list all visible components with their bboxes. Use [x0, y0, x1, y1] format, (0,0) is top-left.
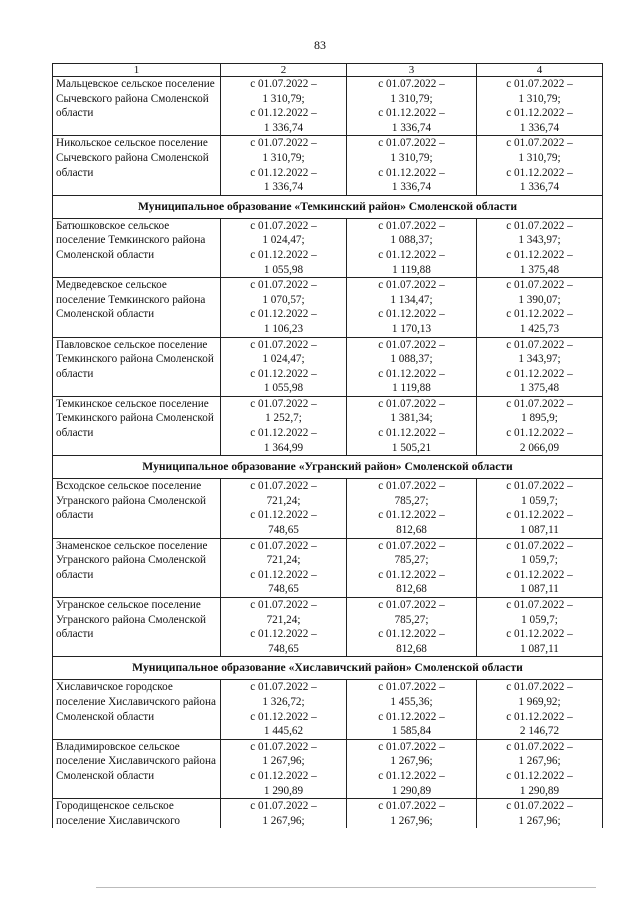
tariff-value: 1 375,48	[519, 263, 560, 276]
tariff-value: 1 326,72;	[262, 695, 305, 708]
tariff-date: с 01.07.2022 –	[378, 599, 445, 611]
tariff-value: 1 381,34;	[390, 412, 433, 425]
settlement-name: Мальцевское сельское поселение Сычевского района Смоленской области	[53, 77, 221, 136]
tariff-value: 1 088,37;	[390, 234, 433, 247]
tariff-cell-col-3	[347, 680, 477, 739]
tariff-cell-col-4	[477, 136, 603, 195]
tariff-value: 785,27;	[394, 494, 429, 507]
tariff-date: с 01.12.2022 –	[378, 628, 445, 641]
tariff-cell-col-3	[347, 218, 477, 277]
section-title: Муниципальное образование «Угранский район» Смоленской области	[53, 456, 603, 479]
tariff-value: 748,65	[268, 642, 299, 655]
tariff-date: с 01.07.2022 –	[506, 78, 573, 90]
tariff-cell-col-3	[347, 598, 477, 657]
column-header-2: 2	[221, 64, 347, 77]
tariff-value: 2 066,09	[519, 441, 560, 454]
table-row	[53, 77, 603, 136]
table-row	[53, 337, 603, 396]
tariff-date: с 01.07.2022 –	[506, 800, 573, 813]
tariff-value: 1 055,98	[263, 263, 304, 276]
tariff-date: с 01.07.2022 –	[506, 681, 573, 694]
tariff-date: с 01.07.2022 –	[250, 681, 317, 694]
settlement-name: Городищенское сельское поселение Хиславичского	[53, 799, 221, 829]
tariff-cell-col-4	[477, 598, 603, 657]
tariff-cell-col-2	[221, 598, 347, 657]
tariff-date: с 01.07.2022 –	[378, 539, 445, 552]
tariff-value: 1 024,47;	[262, 353, 305, 366]
tariff-value: 1 087,11	[520, 583, 559, 596]
tariff-date: с 01.12.2022 –	[506, 628, 573, 641]
tariff-value: 1 087,11	[520, 642, 559, 655]
tariff-date: с 01.07.2022 –	[250, 219, 317, 232]
table-body	[53, 77, 603, 829]
tariff-date: с 01.07.2022 –	[250, 137, 317, 150]
table-row	[53, 218, 603, 277]
settlement-name: Медведевское сельское поселение Темкинского района Смоленской области	[53, 278, 221, 337]
tariff-cell-col-2	[221, 396, 347, 455]
tariff-value: 1 059,7;	[521, 494, 558, 507]
tariff-date: с 01.12.2022 –	[250, 166, 317, 179]
table-row	[53, 538, 603, 597]
page-number: 83	[314, 38, 326, 52]
tariff-value: 1 267,96;	[518, 814, 561, 827]
tariff-date: с 01.12.2022 –	[250, 248, 317, 261]
tariff-date: с 01.12.2022 –	[250, 509, 317, 522]
tariff-cell-col-3	[347, 136, 477, 195]
tariff-date: с 01.07.2022 –	[250, 78, 317, 90]
tariff-cell-col-4	[477, 538, 603, 597]
tariff-value: 812,68	[396, 583, 427, 596]
tariff-value: 1 290,89	[519, 784, 560, 797]
tariff-value: 1 445,62	[263, 725, 304, 738]
tariff-date: с 01.12.2022 –	[378, 568, 445, 581]
section-title: Муниципальное образование «Хиславичский район» Смоленской области	[53, 657, 603, 680]
tariff-value: 812,68	[396, 524, 427, 537]
tariff-value: 1 969,92;	[518, 695, 561, 708]
tariff-cell-col-2	[221, 479, 347, 538]
tariff-value: 785,27;	[394, 554, 429, 567]
tariff-date: с 01.12.2022 –	[506, 107, 573, 120]
tariff-cell-col-2	[221, 538, 347, 597]
tariff-cell-col-2	[221, 77, 347, 136]
tariff-date: с 01.12.2022 –	[378, 308, 445, 321]
tariff-cell-col-2	[221, 136, 347, 195]
tariff-cell-col-4	[477, 218, 603, 277]
tariff-date: с 01.07.2022 –	[378, 219, 445, 232]
tariff-date: с 01.07.2022 –	[506, 480, 573, 493]
tariff-date: с 01.07.2022 –	[378, 397, 445, 410]
tariff-date: с 01.12.2022 –	[250, 107, 317, 120]
tariff-value: 812,68	[396, 642, 427, 655]
tariff-value: 1 059,7;	[521, 554, 558, 567]
tariff-value: 721,24;	[266, 554, 301, 567]
tariff-cell-col-3	[347, 799, 477, 829]
tariff-value: 1 119,88	[392, 382, 431, 395]
tariff-date: с 01.12.2022 –	[250, 427, 317, 440]
tariff-date: с 01.12.2022 –	[506, 509, 573, 522]
tariff-value: 1 267,96;	[390, 755, 433, 768]
section-row	[53, 456, 603, 479]
settlement-name: Угранское сельское поселение Угранского района Смоленской области	[53, 598, 221, 657]
tariff-date: с 01.07.2022 –	[378, 681, 445, 694]
column-header-1: 1	[53, 64, 221, 77]
tariff-value: 1 119,88	[392, 263, 431, 276]
tariff-value: 1 267,96;	[262, 814, 305, 827]
table-row	[53, 799, 603, 829]
tariff-cell-col-4	[477, 337, 603, 396]
tariff-cell-col-3	[347, 77, 477, 136]
tariff-date: с 01.12.2022 –	[378, 427, 445, 440]
tariff-date: с 01.12.2022 –	[378, 107, 445, 120]
tariff-cell-col-2	[221, 799, 347, 829]
tariff-date: с 01.12.2022 –	[506, 710, 573, 723]
table-row	[53, 479, 603, 538]
tariff-value: 1 336,74	[519, 121, 560, 134]
tariff-value: 1 252,7;	[265, 412, 302, 425]
tariff-value: 1 364,99	[263, 441, 304, 454]
tariff-value: 1 290,89	[391, 784, 432, 797]
tariff-date: с 01.07.2022 –	[378, 800, 445, 813]
tariff-cell-col-2	[221, 218, 347, 277]
tariff-date: с 01.07.2022 –	[506, 539, 573, 552]
tariff-date: с 01.07.2022 –	[506, 338, 573, 351]
tariff-value: 1 055,98	[263, 382, 304, 395]
tariff-value: 1 134,47;	[390, 293, 433, 306]
settlement-name: Владимировское сельское поселение Хиславичского района Смоленской области	[53, 739, 221, 798]
tariff-value: 1 336,74	[391, 181, 432, 194]
tariff-value: 1 310,79;	[518, 92, 561, 105]
tariff-date: с 01.07.2022 –	[378, 338, 445, 351]
tariff-date: с 01.07.2022 –	[250, 539, 317, 552]
tariff-date: с 01.12.2022 –	[250, 367, 317, 380]
tariff-value: 1 375,48	[519, 382, 560, 395]
settlement-name: Никольское сельское поселение Сычевского района Смоленской области	[53, 136, 221, 195]
table-row	[53, 739, 603, 798]
tariff-date: с 01.07.2022 –	[378, 480, 445, 493]
tariff-value: 1 059,7;	[521, 613, 558, 626]
tariff-cell-col-3	[347, 396, 477, 455]
tariff-cell-col-4	[477, 396, 603, 455]
tariff-value: 721,24;	[266, 494, 301, 507]
tariff-date: с 01.12.2022 –	[506, 248, 573, 261]
tariff-date: с 01.12.2022 –	[250, 568, 317, 581]
tariff-cell-col-4	[477, 278, 603, 337]
tariff-value: 1 267,96;	[390, 814, 433, 827]
tariff-date: с 01.07.2022 –	[250, 480, 317, 493]
tariff-date: с 01.07.2022 –	[250, 800, 317, 813]
tariff-date: с 01.12.2022 –	[506, 367, 573, 380]
tariff-value: 785,27;	[394, 613, 429, 626]
tariff-value: 1 088,37;	[390, 353, 433, 366]
tariff-date: с 01.07.2022 –	[506, 279, 573, 292]
tariff-date: с 01.12.2022 –	[506, 308, 573, 321]
tariff-value: 1 336,74	[519, 181, 560, 194]
tariff-value: 1 390,07;	[518, 293, 561, 306]
tariff-value: 1 505,21	[391, 441, 432, 454]
tariff-value: 748,65	[268, 524, 299, 537]
tariff-date: с 01.12.2022 –	[506, 568, 573, 581]
tariff-cell-col-2	[221, 739, 347, 798]
tariff-date: с 01.12.2022 –	[378, 248, 445, 261]
tariff-value: 1 310,79;	[390, 92, 433, 105]
tariff-cell-col-4	[477, 680, 603, 739]
tariff-cell-col-3	[347, 479, 477, 538]
table-row	[53, 396, 603, 455]
tariff-date: с 01.12.2022 –	[378, 509, 445, 522]
tariff-date: с 01.07.2022 –	[378, 78, 445, 90]
section-row	[53, 195, 603, 218]
settlement-name: Павловское сельское поселение Темкинского района Смоленской области	[53, 337, 221, 396]
tariff-value: 1 310,79;	[262, 151, 305, 164]
tariff-value: 1 310,79;	[518, 151, 561, 164]
tariff-cell-col-4	[477, 799, 603, 829]
tariff-cell-col-3	[347, 278, 477, 337]
bottom-divider	[96, 887, 596, 888]
tariff-date: с 01.12.2022 –	[506, 427, 573, 440]
tariff-date: с 01.07.2022 –	[378, 137, 445, 150]
tariff-value: 1 425,73	[519, 322, 560, 335]
settlement-name: Темкинское сельское поселение Темкинского района Смоленской области	[53, 396, 221, 455]
tariff-value: 1 336,74	[263, 121, 304, 134]
settlement-name: Батюшковское сельское поселение Темкинского района Смоленской области	[53, 218, 221, 277]
tariff-cell-col-2	[221, 337, 347, 396]
tariff-date: с 01.07.2022 –	[506, 397, 573, 410]
tariff-value: 1 087,11	[520, 524, 559, 537]
table-row	[53, 278, 603, 337]
tariff-cell-col-2	[221, 680, 347, 739]
tariff-value: 1 024,47;	[262, 234, 305, 247]
tariff-value: 1 336,74	[391, 121, 432, 134]
tariff-cell-col-4	[477, 479, 603, 538]
tariff-cell-col-3	[347, 739, 477, 798]
tariff-date: с 01.07.2022 –	[506, 219, 573, 232]
tariff-date: с 01.12.2022 –	[378, 710, 445, 723]
tariff-date: с 01.12.2022 –	[250, 769, 317, 782]
column-header-4: 4	[477, 64, 603, 77]
tariff-date: с 01.12.2022 –	[250, 628, 317, 641]
tariff-date: с 01.07.2022 –	[250, 740, 317, 753]
tariff-value: 721,24;	[266, 613, 301, 626]
tariff-date: с 01.12.2022 –	[506, 166, 573, 179]
tariff-value: 1 106,23	[263, 322, 304, 335]
tariff-value: 1 170,13	[391, 322, 432, 335]
tariff-cell-col-2	[221, 278, 347, 337]
tariff-date: с 01.07.2022 –	[506, 599, 573, 611]
tariff-date: с 01.07.2022 –	[250, 599, 317, 611]
tariff-value: 1 336,74	[263, 181, 304, 194]
tariff-date: с 01.12.2022 –	[250, 308, 317, 321]
tariff-date: с 01.12.2022 –	[378, 166, 445, 179]
tariff-value: 2 146,72	[519, 725, 560, 738]
tariff-date: с 01.12.2022 –	[506, 769, 573, 782]
tariff-value: 1 267,96;	[518, 755, 561, 768]
column-header-3: 3	[347, 64, 477, 77]
section-row	[53, 657, 603, 680]
settlement-name: Знаменское сельское поселение Угранского района Смоленской области	[53, 538, 221, 597]
table-row	[53, 598, 603, 657]
tariff-value: 1 267,96;	[262, 755, 305, 768]
settlement-name: Всходское сельское поселение Угранского района Смоленской области	[53, 479, 221, 538]
tariff-value: 748,65	[268, 583, 299, 596]
tariff-date: с 01.07.2022 –	[378, 279, 445, 292]
tariff-date: с 01.07.2022 –	[506, 137, 573, 150]
table-row	[53, 680, 603, 739]
header-row	[53, 64, 603, 77]
tariff-value: 1 310,79;	[262, 92, 305, 105]
tariff-date: с 01.07.2022 –	[250, 279, 317, 292]
tariff-value: 1 585,84	[391, 725, 432, 738]
tariff-value: 1 290,89	[263, 784, 304, 797]
tariff-cell-col-3	[347, 337, 477, 396]
tariff-cell-col-3	[347, 538, 477, 597]
tariff-cell-col-4	[477, 77, 603, 136]
tariff-date: с 01.12.2022 –	[378, 769, 445, 782]
tariff-value: 1 310,79;	[390, 151, 433, 164]
tariff-date: с 01.07.2022 –	[250, 338, 317, 351]
tariff-value: 1 343,97;	[518, 234, 561, 247]
section-title: Муниципальное образование «Темкинский район» Смоленской области	[53, 195, 603, 218]
tariff-value: 1 343,97;	[518, 353, 561, 366]
settlement-name: Хиславичское городское поселение Хиславичского района Смоленской области	[53, 680, 221, 739]
tariff-date: с 01.07.2022 –	[378, 740, 445, 753]
tariff-value: 1 455,36;	[390, 695, 433, 708]
tariff-value: 1 070,57;	[262, 293, 305, 306]
tariff-cell-col-4	[477, 739, 603, 798]
table-row	[53, 136, 603, 195]
tariff-date: с 01.12.2022 –	[250, 710, 317, 723]
tariff-date: с 01.12.2022 –	[378, 367, 445, 380]
tariff-date: с 01.07.2022 –	[250, 397, 317, 410]
tariff-table	[52, 63, 603, 828]
tariff-date: с 01.07.2022 –	[506, 740, 573, 753]
tariff-value: 1 895,9;	[521, 412, 558, 425]
